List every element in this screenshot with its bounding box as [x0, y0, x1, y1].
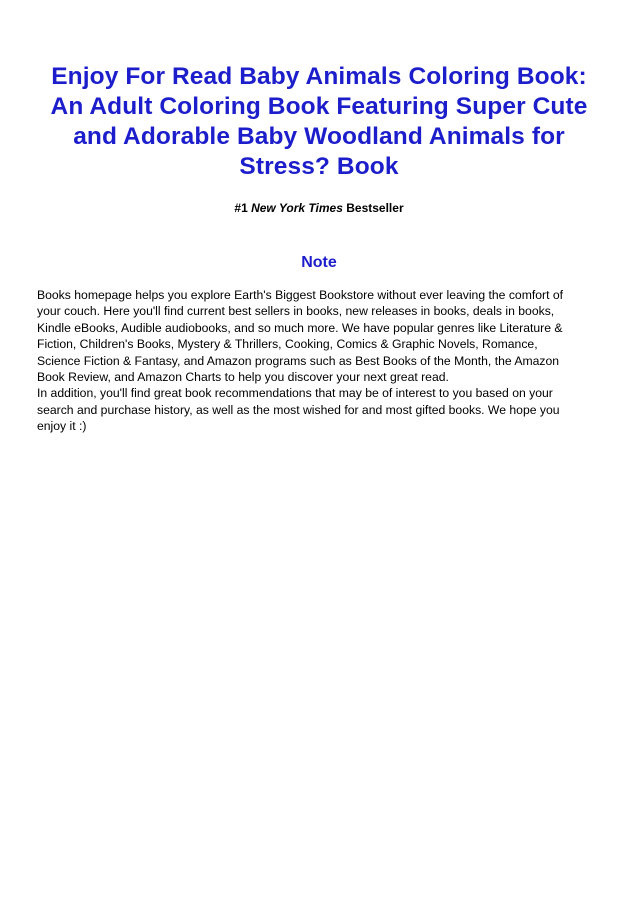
book-title-line: Stress? Book	[239, 153, 399, 180]
note-body-line: Book Review, and Amazon Charts to help you discover your next great read.	[37, 370, 449, 385]
note-body-line: In addition, you'll find great book recommendations that may be of interest to you based on your	[37, 386, 553, 401]
note-body-line: Science Fiction & Fantasy, and Amazon programs such as Best Books of the Month, the Amazon	[37, 353, 560, 368]
note-body-line: search and purchase history, as well as the most wished for and most gifted books. We hope you	[37, 402, 560, 417]
note-body-line: Fiction, Children's Books, Mystery & Thrillers, Cooking, Comics & Graphic Novels, Romance,	[37, 337, 538, 352]
bestseller-tagline	[0, 200, 638, 216]
note-body-line: enjoy it :)	[37, 419, 87, 434]
note-body-line: Kindle eBooks, Audible audiobooks, and so much more. We have popular genres like Literature &	[37, 320, 563, 335]
book-title-line: and Adorable Baby Woodland Animals for	[73, 123, 565, 150]
book-title	[30, 62, 608, 182]
bestseller-prefix: #1	[234, 201, 252, 215]
book-title-line: Enjoy For Read Baby Animals Coloring Book:	[51, 63, 587, 90]
bestseller-publication: New York Times	[251, 201, 343, 215]
note-heading: Note	[301, 254, 337, 271]
note-body-line: your couch. Here you'll find current best sellers in books, new releases in books, deals in books,	[37, 304, 555, 319]
bestseller-suffix: Bestseller	[342, 201, 404, 215]
book-title-line: An Adult Coloring Book Featuring Super Cute	[50, 93, 588, 120]
note-body-line: Books homepage helps you explore Earth's Biggest Bookstore without ever leaving the comfort of	[37, 288, 564, 302]
note-body	[37, 287, 603, 435]
